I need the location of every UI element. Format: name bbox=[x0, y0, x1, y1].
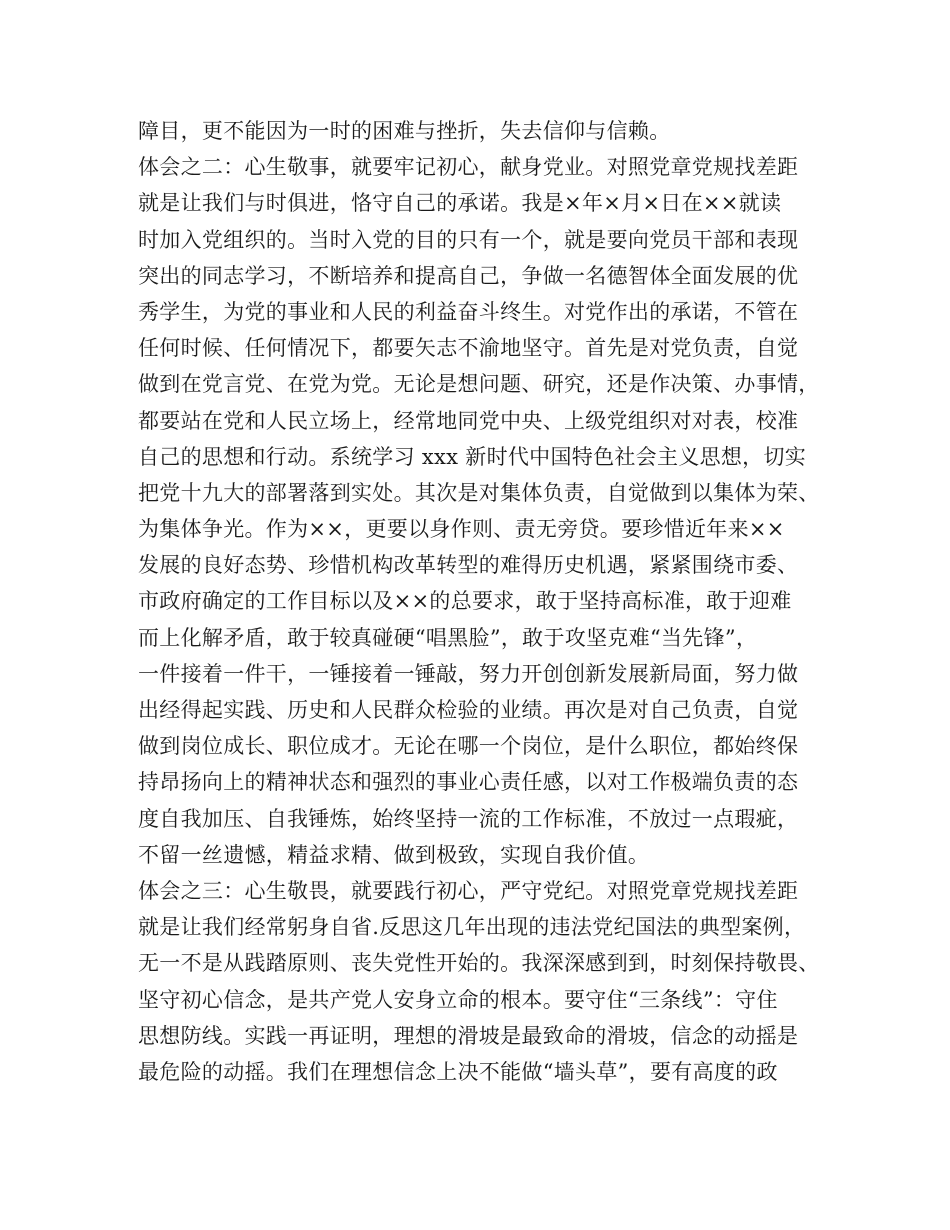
text-line: 度自我加压、自我锤炼，始终坚持一流的工作标准，不放过一点瑕疵， bbox=[138, 806, 799, 831]
text-line: 一件接着一件干，一锤接着一锤敲，努力开创创新发展新局面，努力做 bbox=[138, 661, 799, 686]
text-line: 就是让我们经常躬身自省.反思这几年出现的违法党纪国法的典型案例， bbox=[138, 915, 806, 940]
text-line: 出经得起实践、历史和人民群众检验的业绩。再次是对自己负责，自觉 bbox=[138, 698, 799, 722]
text-line: 做到在党言党、在党为党。无论是想问题、研究，还是作决策、办事情， bbox=[138, 372, 820, 397]
text-line: 障目，更不能因为一时的困难与挫折，失去信仰与信赖。 bbox=[138, 119, 671, 143]
text-line: 就是让我们与时俱进，恪守自己的承诺。我是×年×月×日在××就读 bbox=[138, 191, 782, 216]
text-line: 体会之三：心生敬畏，就要践行初心，严守党纪。对照党章党规找差距 bbox=[138, 878, 799, 903]
text-line: 任何时候、任何情况下，都要矢志不渝地坚守。首先是对党负责，自觉 bbox=[138, 336, 799, 361]
text-line: 秀学生，为党的事业和人民的利益奋斗终生。对党作出的承诺，不管在 bbox=[138, 299, 799, 324]
text-line: 为集体争光。作为××，更要以身作则、责无旁贷。要珍惜近年来×× bbox=[138, 517, 785, 542]
text-line: 无一不是从践踏原则、丧失党性开始的。我深深感到到，时刻保持敬畏、 bbox=[138, 951, 820, 976]
text-line: 把党十九大的部署落到实处。其次是对集体负责，自觉做到以集体为荣、 bbox=[138, 480, 820, 505]
text-line: 突出的同志学习，不断培养和提高自己，争做一名德智体全面发展的优 bbox=[138, 263, 799, 288]
text-line: 时加入党组织的。当时入党的目的只有一个，就是要向党员干部和表现 bbox=[138, 227, 799, 252]
text-line: 持昂扬向上的精神状态和强烈的事业心责任感，以对工作极端负责的态 bbox=[138, 770, 799, 795]
text-line: 自己的思想和行动。系统学习 xxx 新时代中国特色社会主义思想，切实 bbox=[138, 444, 807, 469]
text-line: 都要站在党和人民立场上，经常地同党中央、上级党组织对对表，校准 bbox=[138, 408, 799, 433]
text-line: 最危险的动摇。我们在理想信念上决不能做“墙头草”，要有高度的政 bbox=[138, 1059, 778, 1084]
text-line: 体会之二：心生敬事，就要牢记初心，献身党业。对照党章党规找差距 bbox=[138, 155, 799, 180]
text-line: 思想防线。实践一再证明，理想的滑坡是最致命的滑坡，信念的动摇是 bbox=[138, 1023, 799, 1048]
text-line: 做到岗位成长、职位成才。无论在哪一个岗位，是什么职位，都始终保 bbox=[138, 734, 799, 759]
text-line: 发展的良好态势、珍惜机构改革转型的难得历史机遇，紧紧围绕市委、 bbox=[138, 553, 799, 578]
text-line: 不留一丝遗憾，精益求精、做到极致，实现自我价值。 bbox=[138, 842, 650, 867]
text-line: 坚守初心信念，是共产党人安身立命的根本。要守住“三条线”：守住 bbox=[138, 987, 778, 1012]
body-text bbox=[138, 113, 828, 1090]
text-line: 市政府确定的工作目标以及××的总要求，敢于坚持高标准，敢于迎难 bbox=[138, 589, 792, 614]
text-line: 而上化解矛盾，敢于较真碰硬“唱黑脸”，敢于攻坚克难“当先锋”， bbox=[138, 625, 758, 650]
